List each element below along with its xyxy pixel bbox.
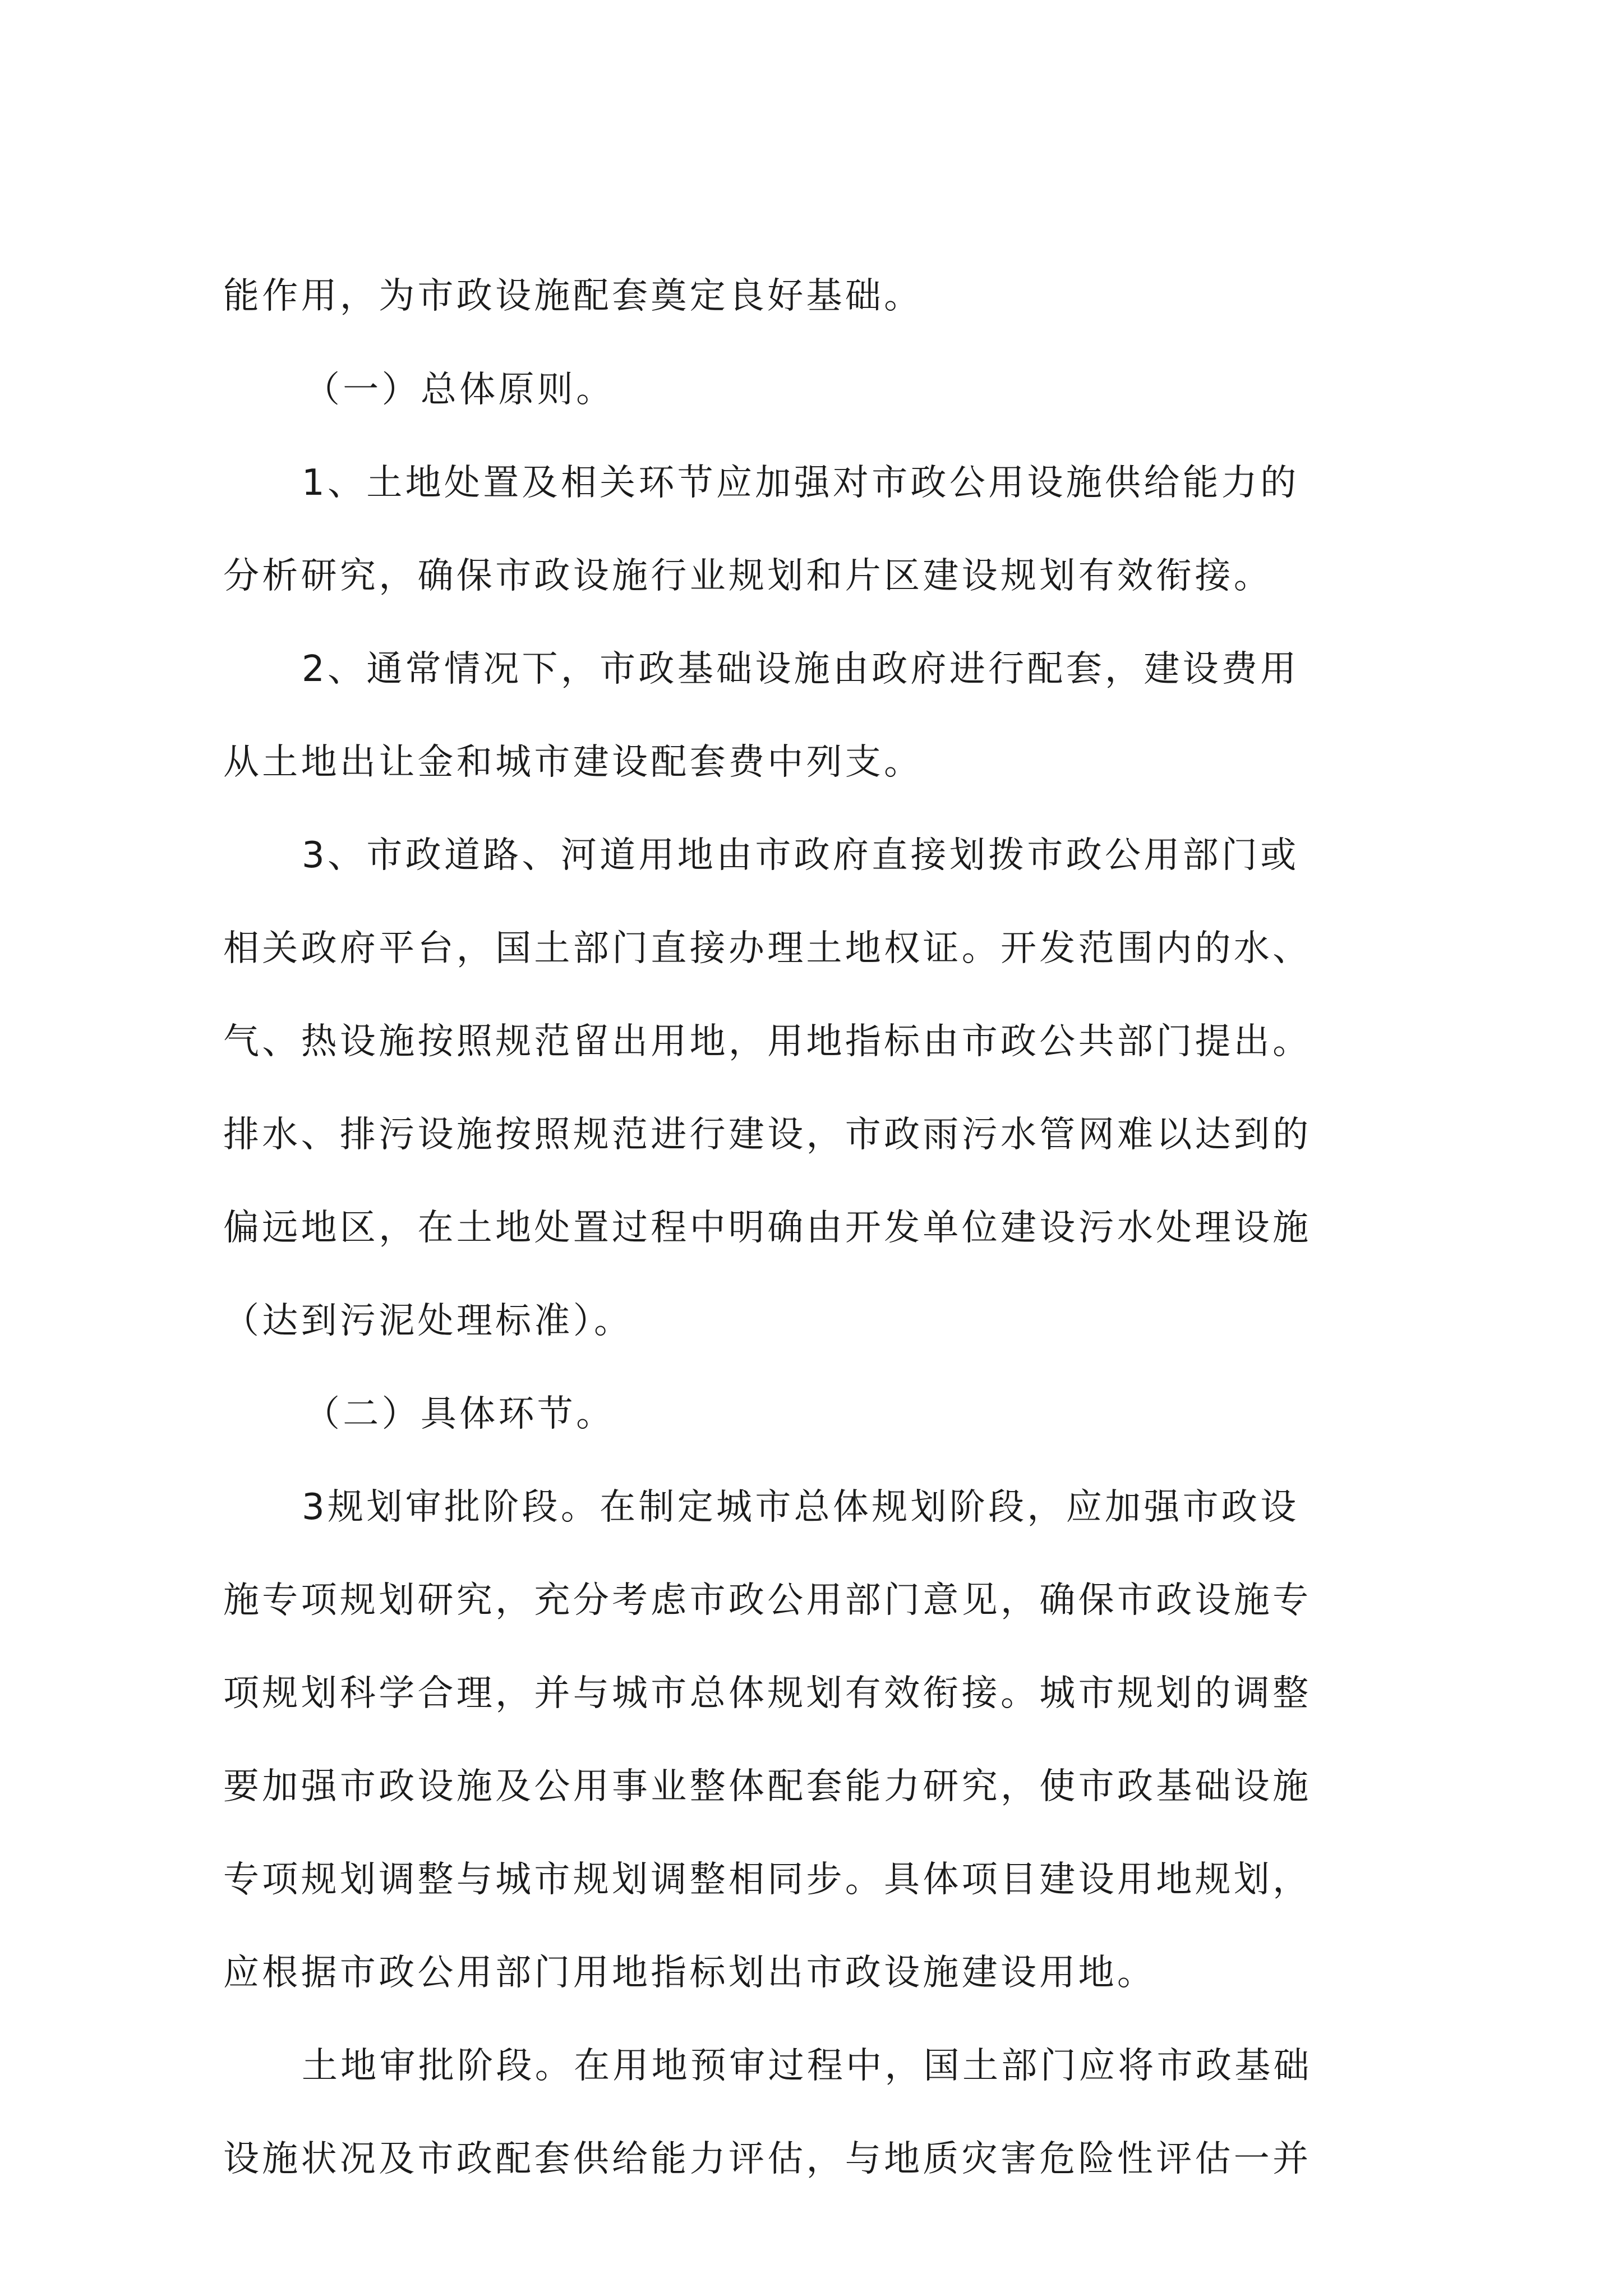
body-line: 项规划科学合理，并与城市总体规划有效衔接。城市规划的调整: [223, 1673, 1312, 1714]
body-line: 排水、排污设施按照规范进行建设，市政雨污水管网难以达到的: [223, 1114, 1312, 1156]
body-line: 3、市政道路、河道用地由市政府直接划拨市政公用部门或: [302, 835, 1299, 876]
body-line: （达到污泥处理标准）。: [223, 1300, 633, 1342]
body-line: 从土地出让金和城市建设配套费中列支。: [223, 742, 923, 783]
body-line: 要加强市政设施及公用事业整体配套能力研究，使市政基础设施: [223, 1766, 1312, 1807]
body-line: 能作用，为市政设施配套奠定良好基础。: [223, 275, 923, 317]
body-line: 3规划审批阶段。在制定城市总体规划阶段，应加强市政设: [302, 1487, 1299, 1528]
body-line: 土地审批阶段。在用地预审过程中，国土部门应将市政基础: [302, 2045, 1312, 2087]
body-line: 气、热设施按照规范留出用地，用地指标由市政公共部门提出。: [223, 1021, 1312, 1062]
body-line: 2、通常情况下，市政基础设施由政府进行配套，建设费用: [302, 648, 1299, 690]
body-line: 1、土地处置及相关环节应加强对市政公用设施供给能力的: [302, 462, 1299, 504]
body-line: 应根据市政公用部门用地指标划出市政设施建设用地。: [223, 1952, 1156, 1994]
body-line: 分析研究，确保市政设施行业规划和片区建设规划有效衔接。: [223, 555, 1273, 597]
section-heading: （二）具体环节。: [304, 1393, 615, 1435]
body-line: 相关政府平台，国土部门直接办理土地权证。开发范围内的水、: [223, 928, 1312, 969]
body-line: 专项规划调整与城市规划调整相同步。具体项目建设用地规划，: [223, 1859, 1312, 1901]
section-heading: （一）总体原则。: [304, 369, 615, 411]
body-line: 设施状况及市政配套供给能力评估，与地质灾害危险性评估一并: [223, 2138, 1312, 2180]
body-line: 偏远地区，在土地处置过程中明确由开发单位建设污水处理设施: [223, 1207, 1312, 1249]
body-line: 施专项规划研究，充分考虑市政公用部门意见，确保市政设施专: [223, 1580, 1312, 1621]
